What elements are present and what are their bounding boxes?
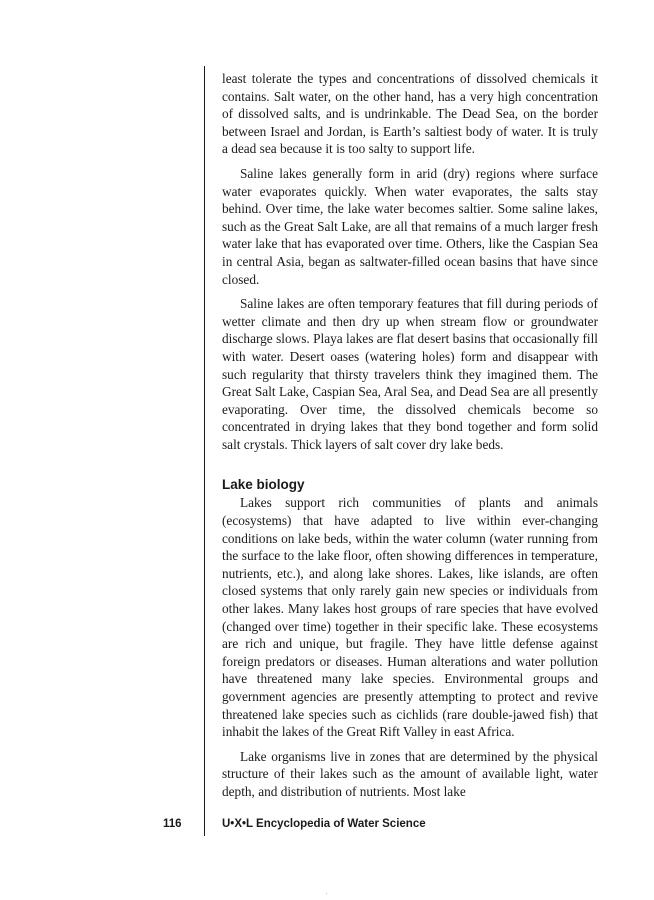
paragraph: least tolerate the types and concentrations of dissolved chemicals it contains. Salt water, on the other hand, has a very high concentration of dissolved salts, and is undrinkable. The Dead Sea, on the border between Israel and Jordan, is Earth’s saltiest body of water. It is truly a dead sea because it is too salty to support life. xyxy=(222,71,598,157)
paragraph: Saline lakes generally form in arid (dry) regions where surface water evaporates quickly. When water evaporates, the salts stay behind. Over time, the lake water becomes saltier. Some saline lakes, such as the Great Salt Lake, are all that remains of a much larger fresh water lake that has evaporated over time. Others, like the Caspian Sea in central Asia, began as saltwater-filled ocean basins that have since closed. xyxy=(222,165,598,287)
margin-rule xyxy=(204,66,205,836)
scan-speck xyxy=(326,893,327,894)
paragraph: Saline lakes are often temporary features that fill during periods of wetter climate and then dry up when stream flow or groundwater discharge slows. Playa lakes are flat desert basins that occasionally fill with water. Desert oases (watering holes) form and disappear with such regularity that thirsty travelers think they imagined them. The Great Salt Lake, Caspian Sea, Aral Sea, and Dead Sea are all presently evaporating. Over time, the dissolved chemicals become so concentrated in drying lakes that they bond together and form solid salt crystals. Thick layers of salt cover dry lake beds. xyxy=(222,296,598,452)
section-heading: Lake biology xyxy=(222,477,305,493)
book-title: U•X•L Encyclopedia of Water Science xyxy=(222,818,426,830)
page-number: 116 xyxy=(163,818,182,830)
paragraph: Lakes support rich communities of plants and animals (ecosystems) that have adapted to live within ever-changing conditions on lake beds, within the water column (water running from the surface to the lake floor, often showing differences in temperature, nutrients, etc.), and along lake shores. Lakes, like islands, are often closed systems that only rarely gain new species or individuals from other lakes. Many lakes host groups of rare species that have evolved (changed over time) together in their specific lake. These ecosystems are rich and unique, but fragile. They have little defense against foreign predators or diseases. Human alterations and water pollution have threatened many lake species. Environmental groups and government agencies are presently attempting to protect and revive threatened lake species such as cichlids (rare double-jawed fish) that inhabit the lakes of the Great Rift Valley in east Africa. xyxy=(222,495,598,740)
body-text xyxy=(222,70,598,801)
paragraph: Lake organisms live in zones that are determined by the physical structure of their lakes such as the amount of available light, water depth, and distribution of nutrients. Most lake xyxy=(222,748,598,799)
